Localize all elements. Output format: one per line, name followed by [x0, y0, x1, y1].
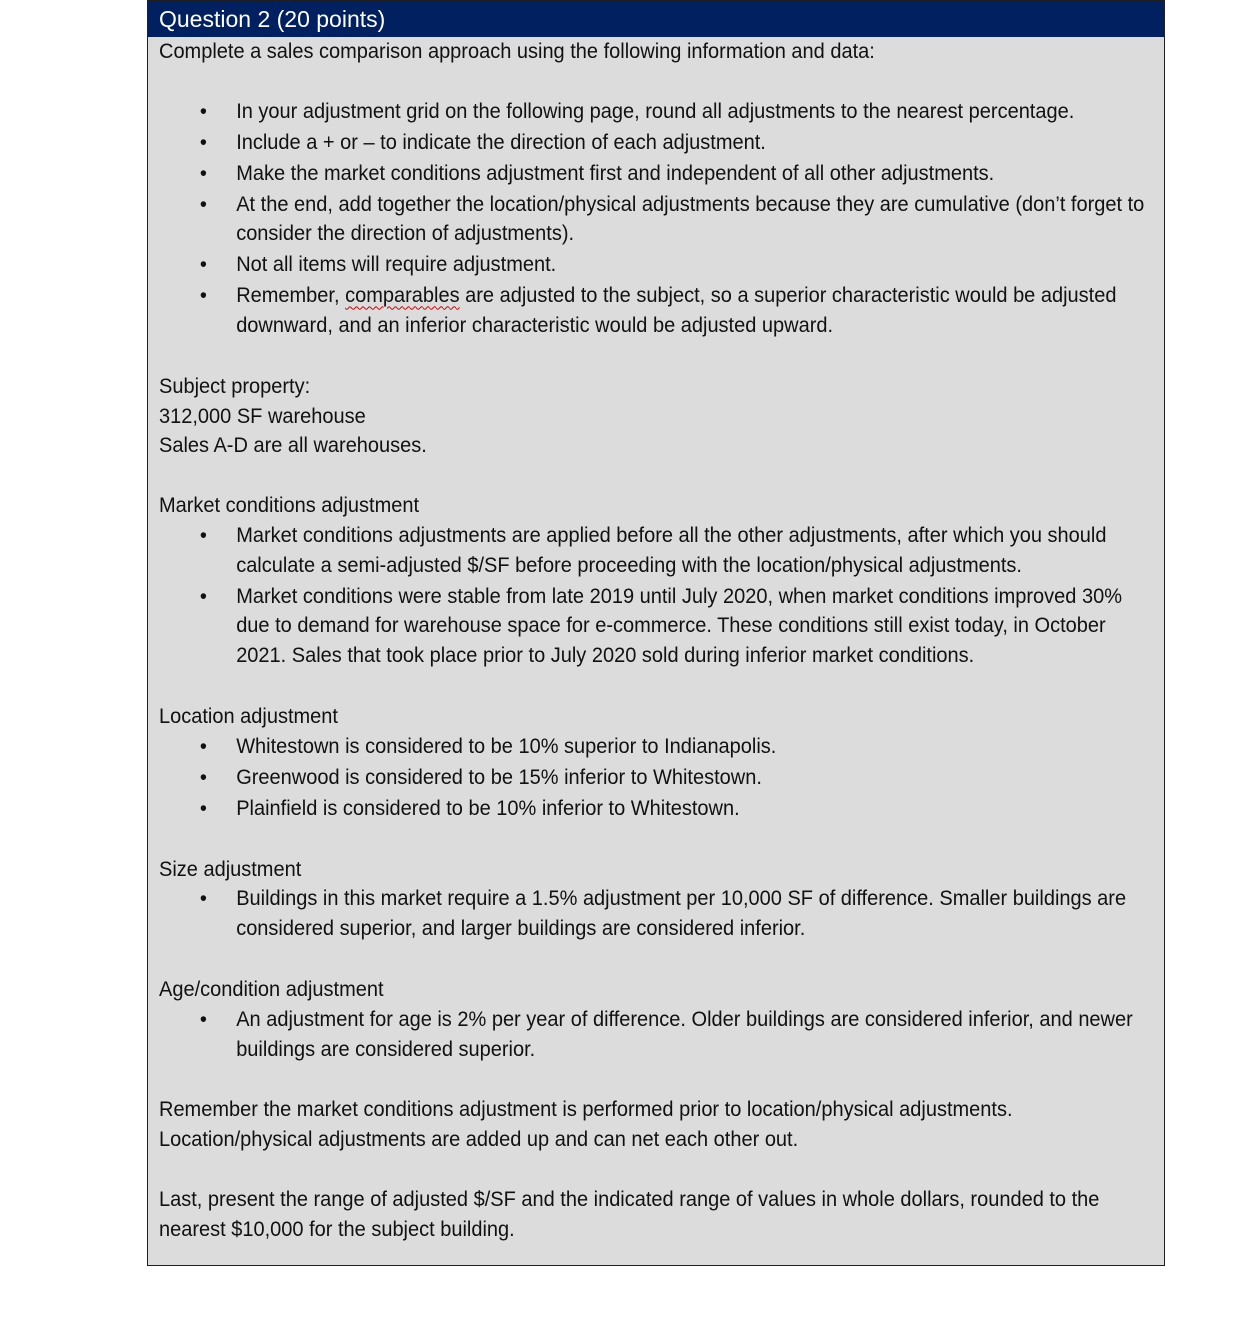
question-content	[159, 37, 1155, 1244]
bullet-icon: •	[199, 522, 207, 547]
market-list	[159, 521, 1155, 671]
reminder-line-2: Location/physical adjustments are added up and can net each other out.	[159, 1127, 799, 1152]
bullet-icon: •	[199, 129, 207, 154]
question-box	[147, 0, 1165, 1266]
bullet-icon: •	[199, 795, 207, 820]
bullet-icon: •	[199, 764, 207, 789]
bullet-icon: •	[199, 583, 207, 608]
list-item: • Not all items will require adjustment.	[159, 250, 1155, 280]
bullet-icon: •	[199, 191, 207, 216]
list-item: • Market conditions adjustments are applied before all the other adjustments, after which you should calculate a semi-adjusted $/SF before proceeding with the location/physical adjustments.	[199, 522, 1107, 577]
location-heading: Location adjustment	[159, 704, 338, 729]
bullet-icon: •	[199, 733, 207, 758]
size-list	[159, 884, 1155, 944]
reminder-line-1: Remember the market conditions adjustment is performed prior to location/physical adjustments.	[159, 1097, 1013, 1122]
subject-sales-note: Sales A-D are all warehouses.	[159, 433, 427, 458]
question-header: Question 2 (20 points)	[148, 1, 1164, 37]
bullet-icon: •	[199, 1006, 207, 1031]
bullet-icon: •	[199, 160, 207, 185]
location-list	[159, 732, 1155, 824]
list-item: • At the end, add together the location/physical adjustments because they are cumulative (don’t forget to consider the direction of adjustments).	[199, 191, 1145, 246]
list-item: • Include a + or – to indicate the direction of each adjustment.	[159, 128, 1155, 158]
instructions-list	[159, 97, 1155, 341]
subject-heading: Subject property:	[159, 373, 311, 398]
last-instruction: Last, present the range of adjusted $/SF and the indicated range of values in whole dollars, rounded to the nearest $10,000 for the subject building.	[159, 1186, 1100, 1241]
market-heading: Market conditions adjustment	[159, 493, 420, 518]
list-item: • An adjustment for age is 2% per year of difference. Older buildings are considered inferior, and newer buildings are considered superior.	[199, 1006, 1133, 1061]
list-item: • Plainfield is considered to be 10% inferior to Whitestown.	[159, 794, 1155, 824]
size-heading: Size adjustment	[159, 856, 302, 881]
bullet-icon: •	[199, 252, 207, 277]
list-item: • Remember, comparables are adjusted to the subject, so a superior characteristic would be adjusted downward, and an inferior characteristic would be adjusted upward.	[199, 283, 1117, 338]
list-item: • Greenwood is considered to be 15% inferior to Whitestown.	[159, 763, 1155, 793]
bullet-icon: •	[199, 98, 207, 123]
age-heading: Age/condition adjustment	[159, 976, 384, 1001]
list-item: • In your adjustment grid on the following page, round all adjustments to the nearest percentage.	[159, 97, 1155, 127]
list-item: • Make the market conditions adjustment first and independent of all other adjustments.	[159, 159, 1155, 189]
bullet-icon: •	[199, 886, 207, 911]
spellcheck-word: comparables	[345, 283, 460, 308]
list-item: • Whitestown is considered to be 10% superior to Indianapolis.	[159, 732, 1155, 762]
bullet-icon: •	[199, 283, 207, 308]
age-list	[159, 1005, 1155, 1065]
list-item: • Market conditions were stable from late 2019 until July 2020, when market conditions improved 30% due to demand for warehouse space for e-commerce. These conditions still exist today, in October 2021. Sales that took place prior to July 2020 sold during inferior market conditions.	[199, 583, 1122, 668]
list-item: • Buildings in this market require a 1.5% adjustment per 10,000 SF of difference. Smaller buildings are considered superior, and larger buildings are considered inferior.	[199, 886, 1127, 941]
intro-text: Complete a sales comparison approach using the following information and data:	[159, 39, 875, 63]
subject-size: 312,000 SF warehouse	[159, 403, 366, 428]
